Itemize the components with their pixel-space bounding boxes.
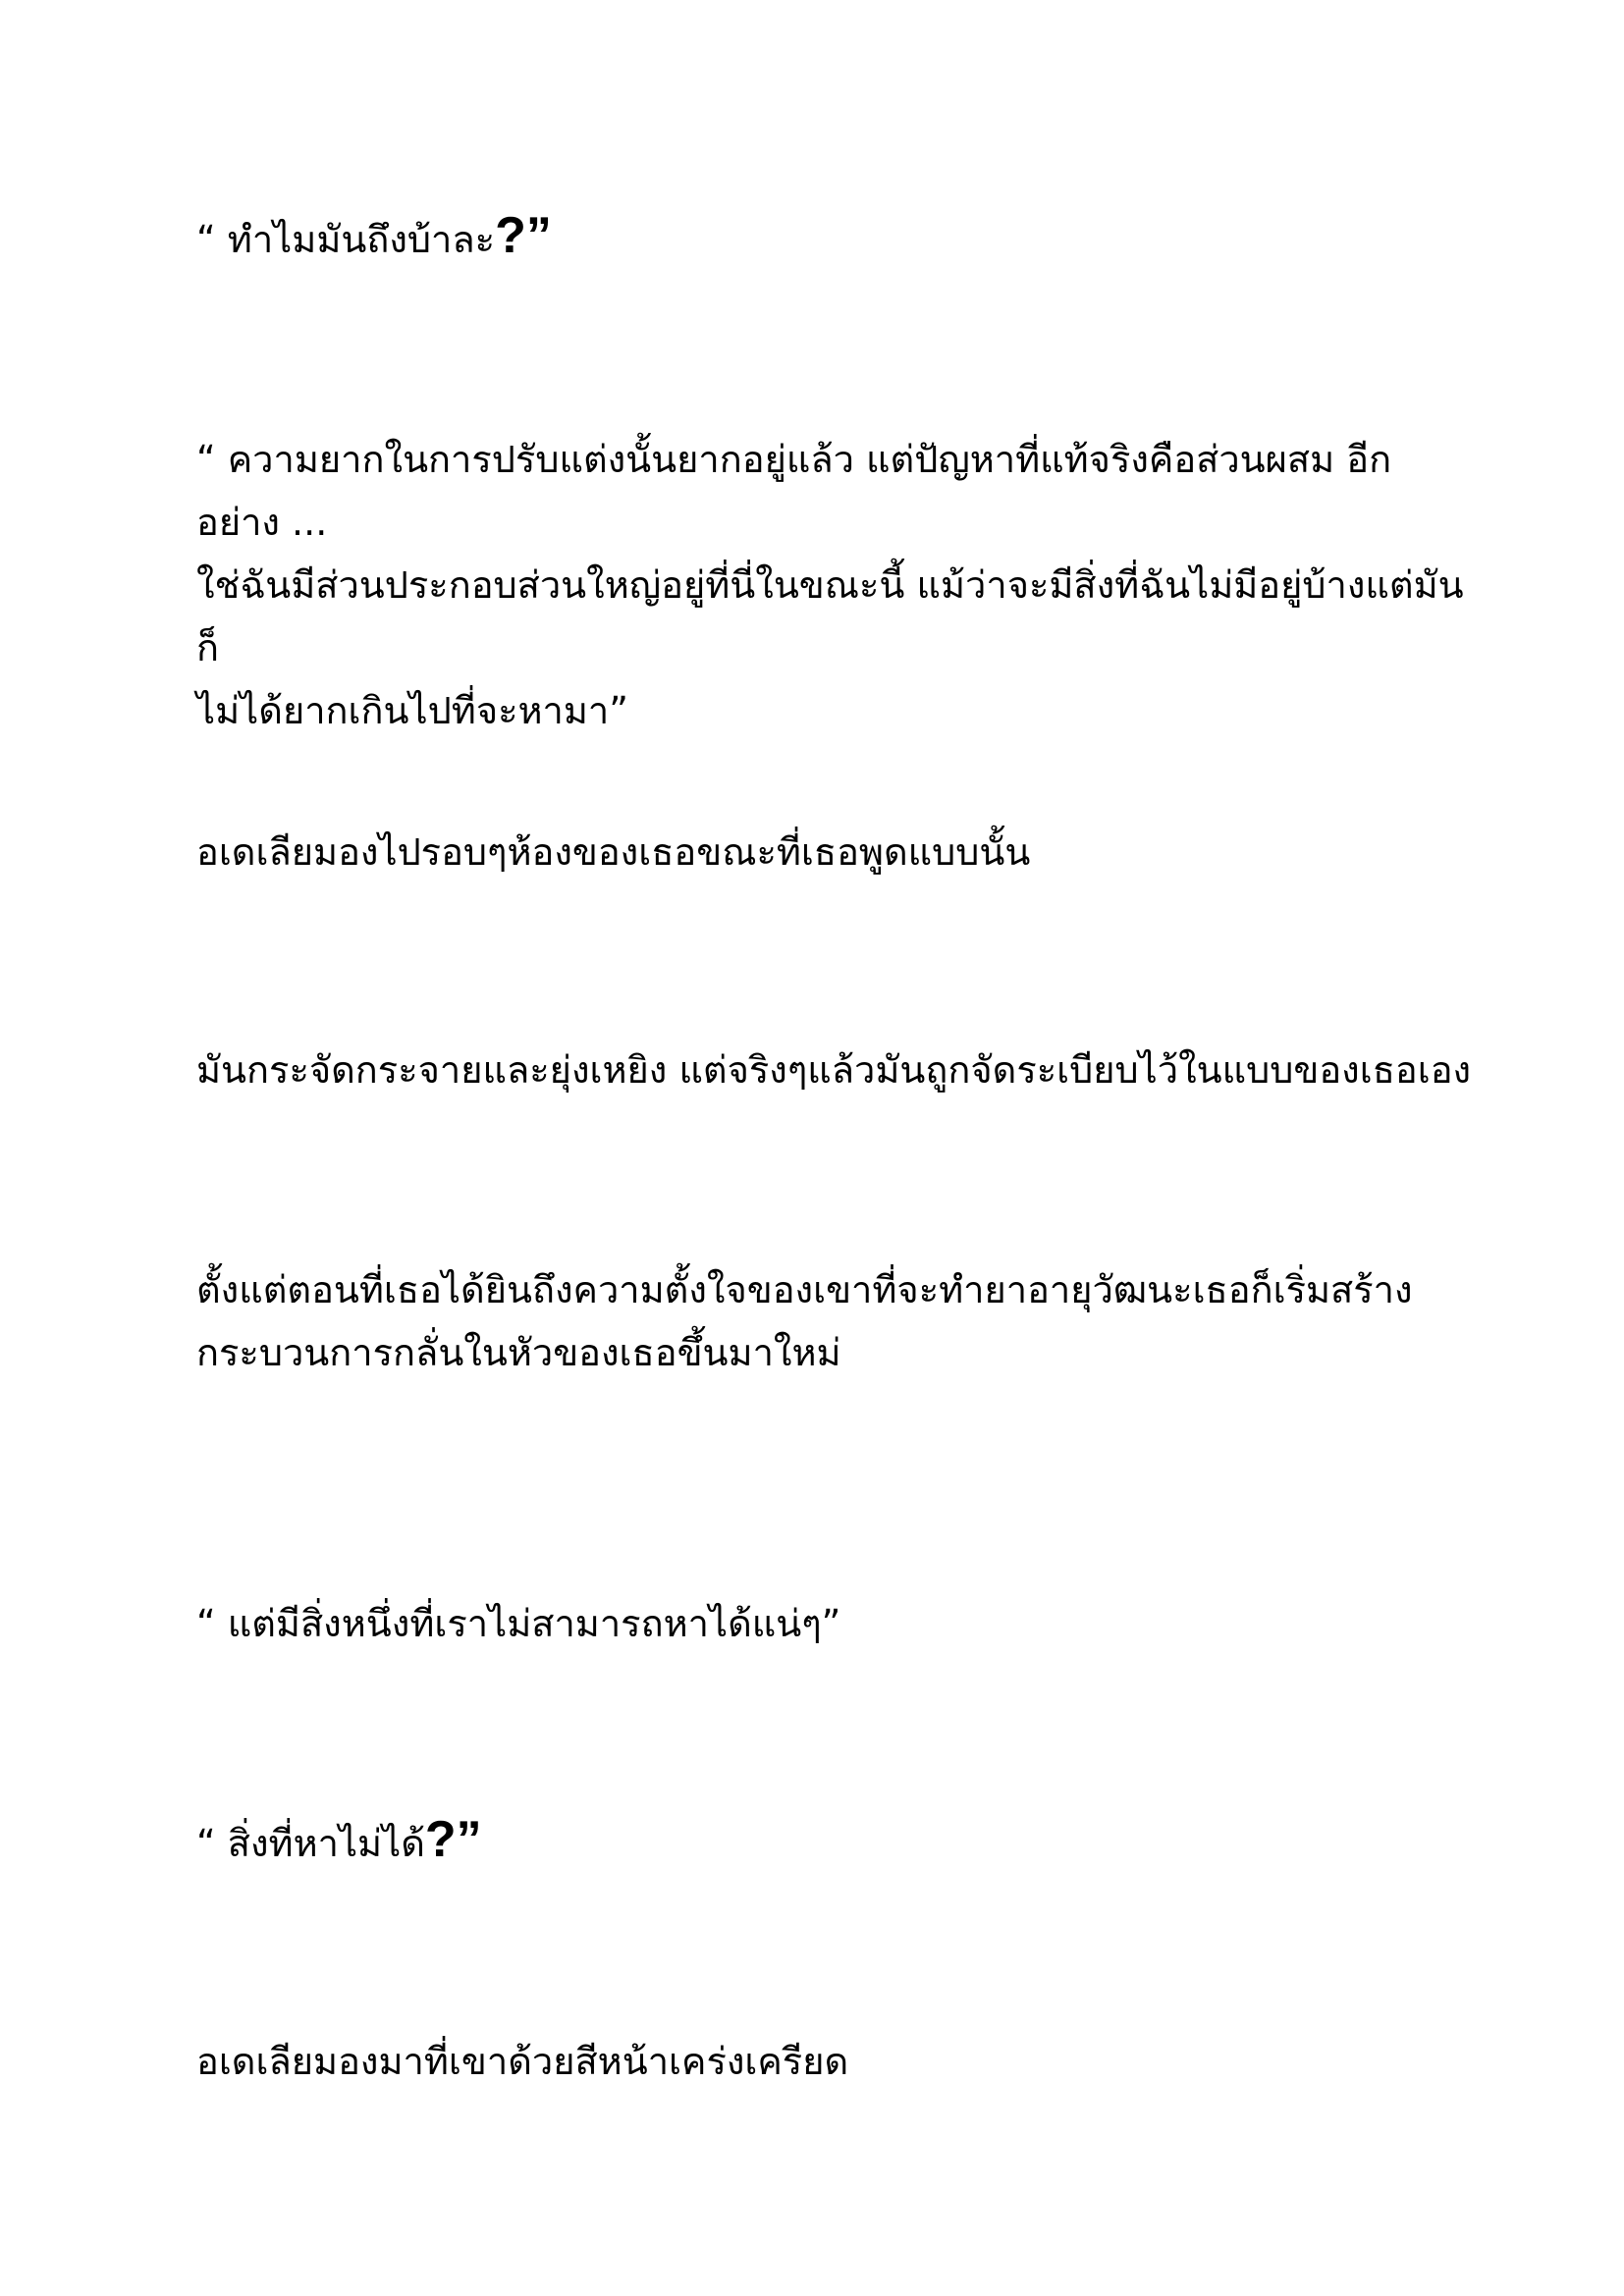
narration-paragraph: มันกระจัดกระจายและยุ่งเหยิง แต่จริงๆแล้วมันถูกจัดระเบียบไว้ในแบบของเธอเอง: [196, 1048, 1472, 1092]
dialogue-paragraph: “ แต่มีสิ่งหนึ่งที่เราไม่สามารถหาได้แน่ๆ”: [196, 1602, 841, 1645]
narration-paragraph: อเดเลียมองไปรอบๆห้องของเธอขณะที่เธอพูดแบบนั้น: [196, 830, 1031, 874]
narration-paragraph: อเดเลียมองมาที่เขาด้วยสีหน้าเคร่งเครียด: [196, 2040, 849, 2083]
paragraph-question-mark: ?”: [495, 207, 552, 264]
narration-paragraph: ตั้งแต่ตอนที่เธอได้ยินถึงความตั้งใจของเขาที่จะทำยาอายุวัฒนะเธอก็เริ่มสร้าง กระบวนการกลั่นในหัวของเธอขึ้นมาใหม่: [196, 1268, 1413, 1374]
dialogue-paragraph: “ ความยากในการปรับแต่งนั้นยากอยู่แล้ว แต่ปัญหาที่แท้จริงคือส่วนผสม อีกอย่าง ... ใช่ฉันมีส่วนประกอบส่วนใหญ่อยู่ที่นี่ในขณะนี้ แม้ว่าจะมีสิ่งที่ฉันไม่มีอยู่บ้างแต่มันก็ ไม่ได้ยากเกินไปที่จะหามา”: [196, 438, 1464, 732]
paragraph-question-mark: ?”: [424, 1811, 482, 1868]
paragraph-text: “ สิ่งที่หาไม่ได้: [196, 1822, 425, 1865]
dialogue-paragraph: [196, 204, 1473, 271]
paragraph-text: “ ทำไมมันถึงบ้าละ: [196, 218, 496, 261]
dialogue-paragraph: [196, 1808, 1473, 1875]
